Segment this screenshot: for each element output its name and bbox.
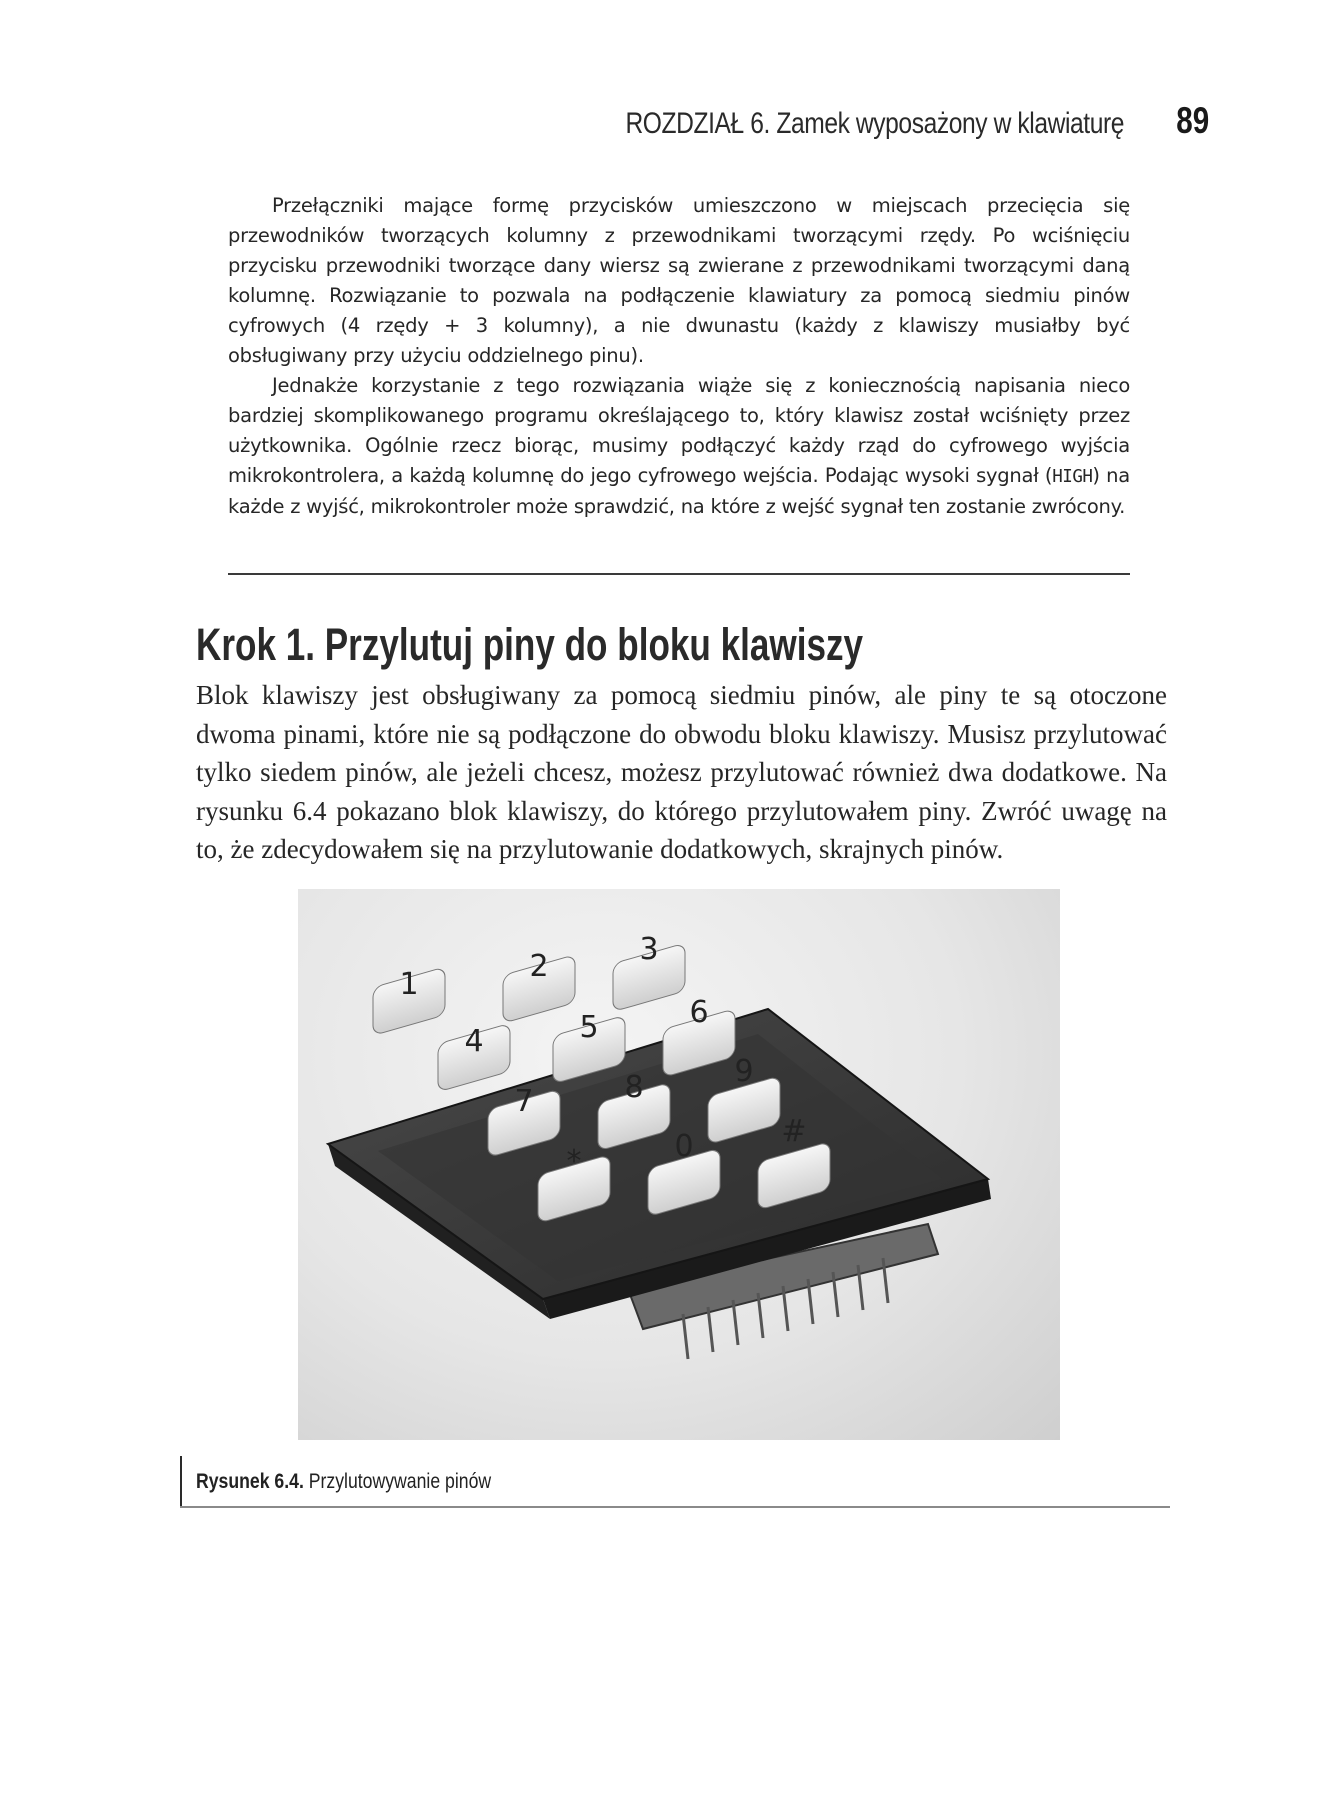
key-4-label: 4	[464, 1024, 484, 1059]
keypad-illustration	[298, 889, 1060, 1440]
sidebar-box	[228, 191, 1130, 522]
key-4	[438, 1023, 510, 1092]
key-6-label: 6	[689, 995, 709, 1030]
key-7-label: 7	[514, 1084, 534, 1119]
sidebar-paragraph-1: Przełączniki mające formę przycisków umieszczono w miejscach przecięcia się przewodników tworzących kolumny z przewodnikami tworzącymi rzędy. Po wciśnięciu przycisku przewodniki tworzące dany wiersz są zwierane z przewodnikami tworzącymi daną kolumnę. Rozwiązanie to pozwala na podłączenie klawiatury za pomocą siedmiu pinów cyfrowych (4 rzędy + 3 kolumny), a nie dwunastu (każdy z klawiszy musiałby być obsługiwany przy użyciu oddzielnego pinu).	[228, 194, 1130, 367]
caption-marker	[180, 1456, 182, 1508]
section-heading: Krok 1. Przylutuj piny do bloku klawiszy	[196, 619, 864, 670]
chapter-title: ROZDZIAŁ 6. Zamek wyposażony w klawiaturę	[625, 107, 1124, 140]
running-head	[180, 100, 1209, 144]
code-high: HIGH	[1052, 467, 1093, 487]
key-8-label: 8	[624, 1070, 644, 1105]
key-3-label: 3	[639, 932, 659, 967]
key-9-label: 9	[734, 1054, 754, 1089]
figure-caption	[196, 1470, 491, 1494]
key-3	[613, 932, 685, 1012]
section-body: Blok klawiszy jest obsługiwany za pomocą siedmiu pinów, ale piny te są otoczone dwoma pinami, które nie są podłączone do obwodu bloku klawiszy. Musisz przylutować tylko siedem pinów, ale jeżeli chcesz, możesz przylutować również dwa dodatkowe. Na rysunku 6.4 pokazano blok klawiszy, do którego przylutowałem piny. Zwróć uwagę na to, że zdecydowałem się na przylutowanie dodatkowych, skrajnych pinów.	[196, 680, 1167, 864]
key-hash-label: #	[781, 1114, 807, 1149]
page-number: 89	[1176, 100, 1209, 141]
key-0-label: 0	[674, 1129, 694, 1164]
key-2	[503, 949, 575, 1023]
sidebar-paragraph-2-text-a: Jednakże korzystanie z tego rozwiązania wiąże się z koniecznością napisania nieco bardziej skomplikowanego programu określającego to, który klawisz został wciśnięty przez użytkownika. Ogólnie rzecz biorąc, musimy podłączyć każdy rząd do cyfrowego wyjścia mikrokontrolera, a każdą kolumnę do jego cyfrowego wejścia. Podając wysoki sygnał (	[228, 374, 1130, 487]
key-2-label: 2	[529, 949, 549, 984]
key-1-label: 1	[399, 967, 419, 1002]
caption-text: Przylutowywanie pinów	[303, 1470, 492, 1493]
sidebar-paragraph-2-text-b: ) na każde z wyjść, mikrokontroler może sprawdzić, na które z wejść sygnał ten zostanie zwrócony.	[228, 464, 1130, 518]
sidebar-paragraph-2	[228, 371, 1130, 522]
sidebar-bottom-rule	[228, 573, 1130, 575]
key-star-label: *	[566, 1144, 582, 1179]
caption-rule	[180, 1506, 1170, 1508]
key-1	[373, 967, 445, 1036]
key-5-label: 5	[579, 1010, 599, 1045]
figure-keypad-photo	[298, 889, 1060, 1440]
caption-label: Rysunek 6.4.	[196, 1470, 304, 1493]
